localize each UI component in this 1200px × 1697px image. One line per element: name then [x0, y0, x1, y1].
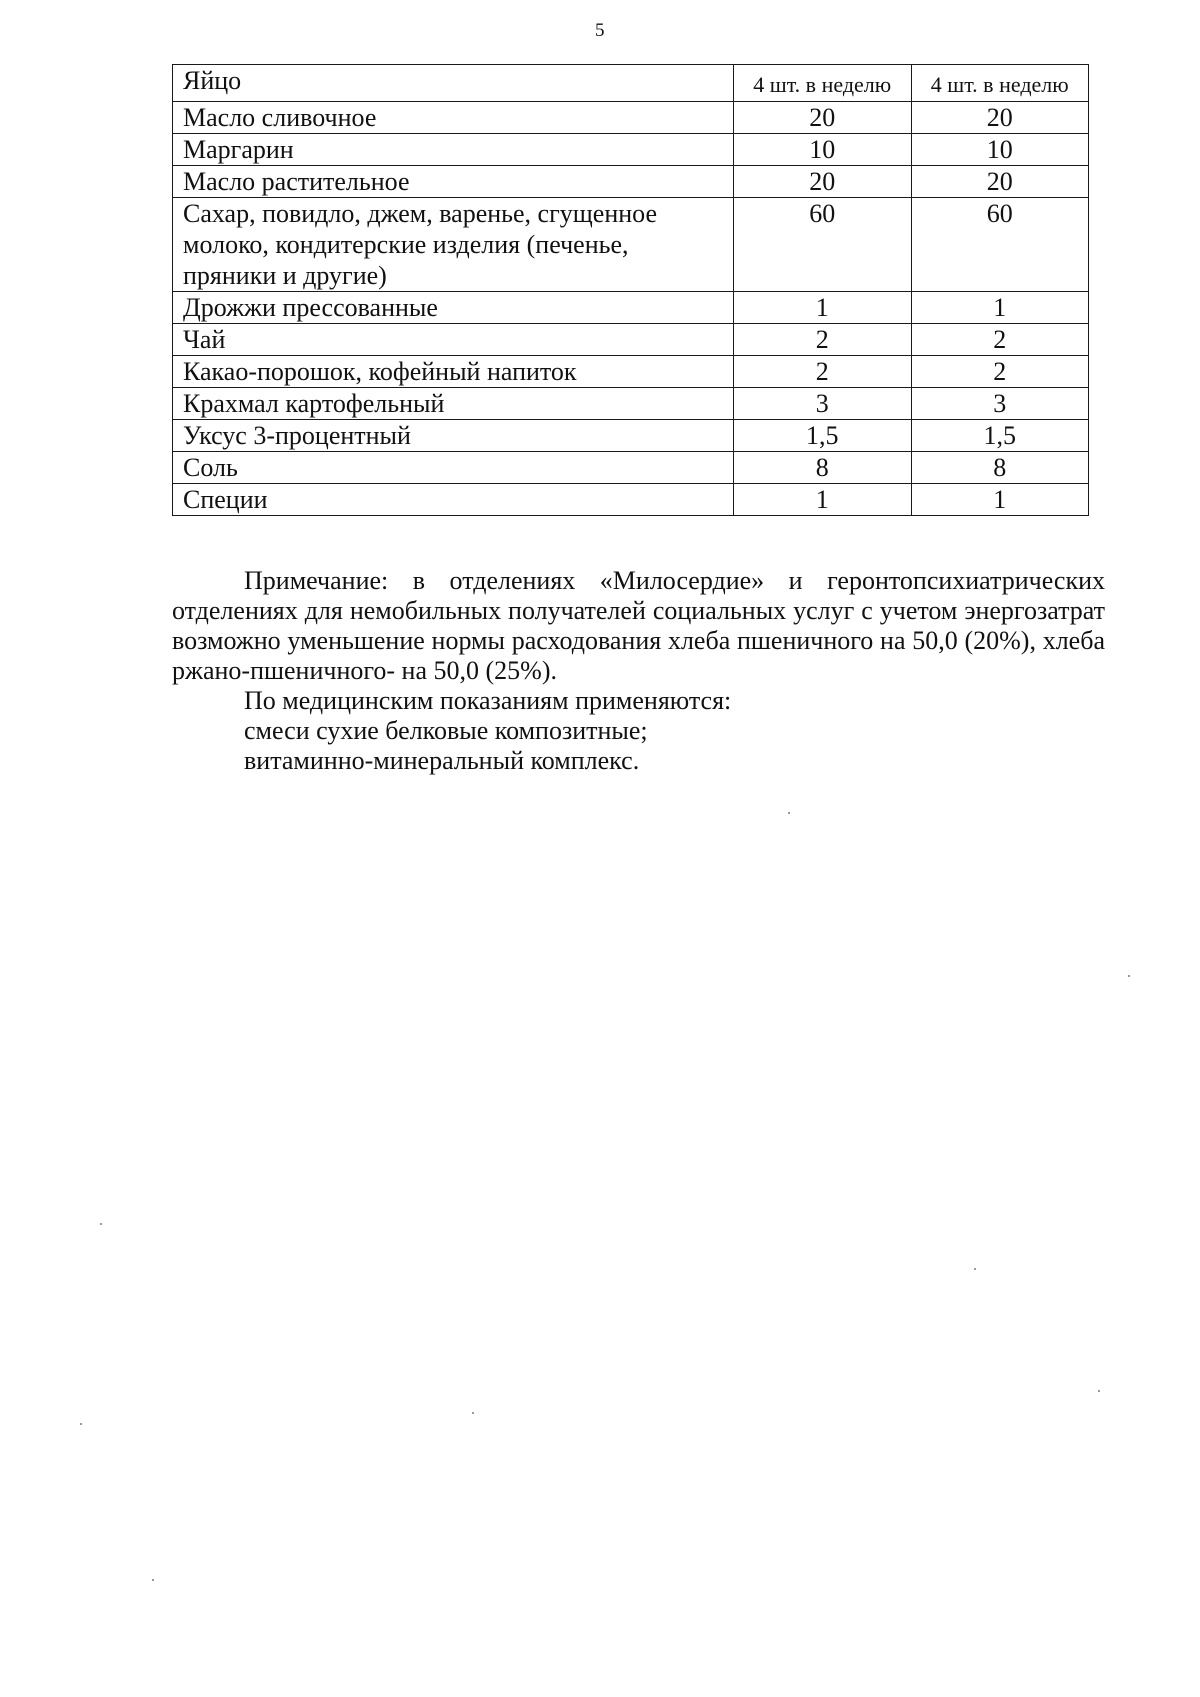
scan-speck [974, 1268, 976, 1270]
norm-cell-2: 20 [911, 166, 1089, 198]
norm-cell-2: 4 шт. в неделю [911, 65, 1089, 102]
note-section [172, 566, 1105, 776]
medical-item: витаминно-минеральный комплекс. [244, 746, 640, 775]
medical-item: смеси сухие белковые композитные; [244, 716, 648, 745]
scan-speck [152, 1579, 154, 1581]
norm-cell-1: 20 [734, 102, 912, 134]
table-row [173, 420, 1089, 452]
table-row [173, 134, 1089, 166]
table-row [173, 452, 1089, 484]
product-cell: Дрожжи прессованные [173, 292, 734, 324]
product-cell: Масло растительное [173, 166, 734, 198]
product-cell: Уксус 3-процентный [173, 420, 734, 452]
product-cell: Маргарин [173, 134, 734, 166]
norm-cell-2: 3 [911, 388, 1089, 420]
norm-cell-2: 20 [911, 102, 1089, 134]
product-cell: Специи [173, 484, 734, 516]
norm-cell-2: 1,5 [911, 420, 1089, 452]
product-cell: Масло сливочное [173, 102, 734, 134]
norm-cell-2: 1 [911, 292, 1089, 324]
scan-speck [100, 1223, 102, 1225]
norm-cell-1: 1,5 [734, 420, 912, 452]
scan-speck [472, 1412, 474, 1414]
norm-cell-2: 8 [911, 452, 1089, 484]
table-row [173, 102, 1089, 134]
table-row [173, 198, 1089, 292]
norm-cell-1: 60 [734, 198, 912, 292]
scan-speck [1128, 975, 1130, 977]
norm-cell-1: 1 [734, 292, 912, 324]
norm-cell-1: 3 [734, 388, 912, 420]
norm-cell-1: 10 [734, 134, 912, 166]
table-row [173, 292, 1089, 324]
norm-cell-1: 1 [734, 484, 912, 516]
norm-cell-2: 2 [911, 324, 1089, 356]
product-cell: Чай [173, 324, 734, 356]
table-row [173, 484, 1089, 516]
product-cell: Какао-порошок, кофейный напиток [173, 356, 734, 388]
norm-cell-2: 10 [911, 134, 1089, 166]
norm-cell-2: 1 [911, 484, 1089, 516]
food-norms-table [172, 64, 1089, 516]
norm-cell-1: 8 [734, 452, 912, 484]
table-row [173, 356, 1089, 388]
page-number: 5 [595, 20, 605, 41]
table-row [173, 324, 1089, 356]
product-cell: Крахмал картофельный [173, 388, 734, 420]
table-row [173, 388, 1089, 420]
norm-cell-1: 2 [734, 356, 912, 388]
norm-cell-1: 20 [734, 166, 912, 198]
product-cell: Яйцо [173, 65, 734, 102]
norm-cell-1: 2 [734, 324, 912, 356]
product-cell: Соль [173, 452, 734, 484]
medical-indications-intro: По медицинским показаниям применяются: [244, 686, 732, 715]
norm-cell-2: 60 [911, 198, 1089, 292]
scan-speck [1098, 1390, 1100, 1392]
norm-cell-2: 2 [911, 356, 1089, 388]
product-cell: Сахар, повидло, джем, варенье, сгущенное молоко, кондитерские изделия (печенье, пряники и другие) [173, 198, 734, 292]
table-row [173, 166, 1089, 198]
table-row [173, 65, 1089, 102]
scan-speck [788, 812, 790, 814]
scan-speck [80, 1423, 82, 1425]
note-paragraph: Примечание: в отделениях «Милосердие» и геронтопсихиатрических отделениях для немобильных получателей социальных услуг с учетом энергозатрат возможно уменьшение нормы расходования хлеба пшеничного на 50,0 (20%), хлеба ржано-пшеничного- на 50,0 (25%). [172, 566, 1105, 685]
norm-cell-1: 4 шт. в неделю [734, 65, 912, 102]
